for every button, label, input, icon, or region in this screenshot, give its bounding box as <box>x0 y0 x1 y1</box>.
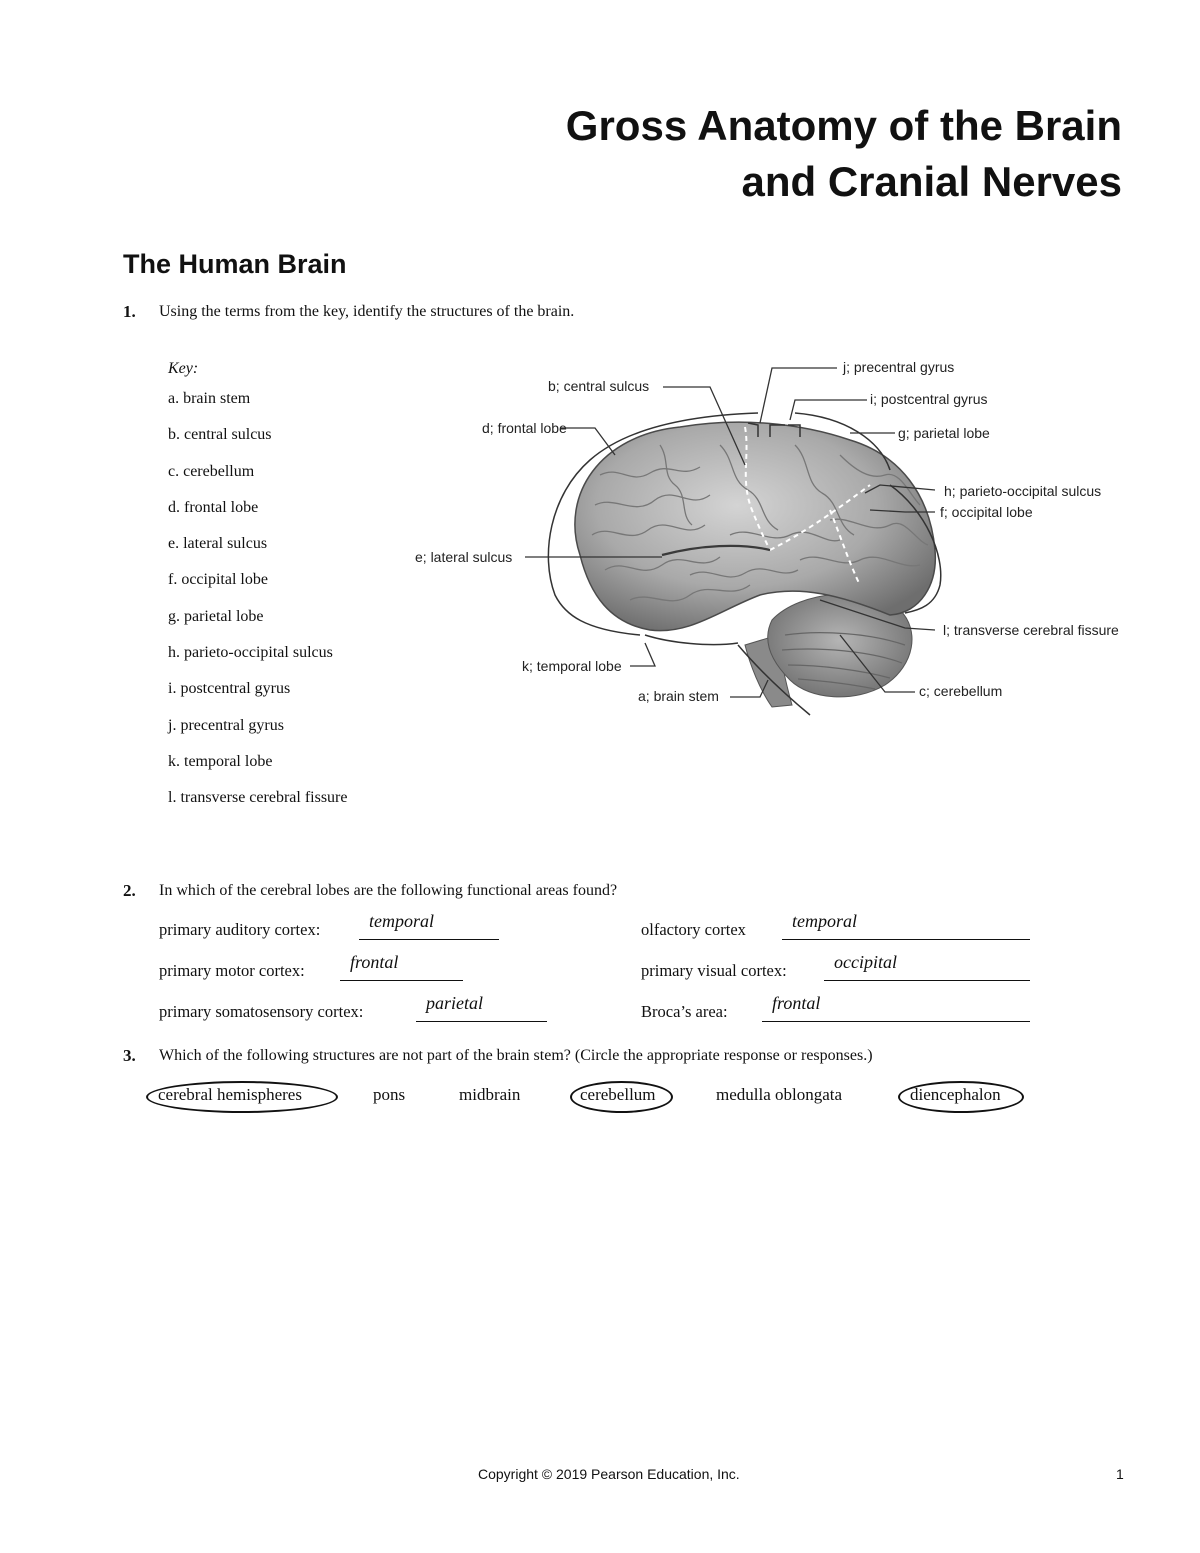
choice-midbrain[interactable]: midbrain <box>459 1085 521 1104</box>
section-heading: The Human Brain <box>123 249 347 279</box>
answer-text: frontal <box>350 952 399 972</box>
figure-label-parieto-occipital-sulcus: h; parieto-occipital sulcus <box>944 483 1102 499</box>
answer-row-auditory <box>159 920 320 940</box>
answer-label: Broca’s area: <box>641 1002 728 1021</box>
key-item: e. lateral sulcus <box>168 535 268 553</box>
key-item: b. central sulcus <box>168 426 272 444</box>
answer-row-olfactory <box>641 920 746 940</box>
question-3-text: Which of the following structures are not part of the brain stem? (Circle the appropriate response or responses.) <box>159 1047 873 1064</box>
key-item: d. frontal lobe <box>168 498 259 516</box>
answer-blank[interactable] <box>762 993 1030 1022</box>
answer-row-somatosensory <box>159 1002 363 1022</box>
answer-text: temporal <box>792 911 857 931</box>
key-item: g. parietal lobe <box>168 607 264 625</box>
figure-label-cerebellum: c; cerebellum <box>919 683 1003 699</box>
choice-pons[interactable]: pons <box>373 1085 406 1104</box>
answer-blank[interactable] <box>782 911 1030 940</box>
answer-label: olfactory cortex <box>641 920 746 939</box>
page-title <box>566 98 1122 210</box>
question-3-number: 3. <box>123 1046 136 1065</box>
figure-label-lateral-sulcus: e; lateral sulcus <box>415 549 513 565</box>
choice-cerebellum[interactable]: cerebellum <box>580 1085 656 1104</box>
figure-label-parietal-lobe: g; parietal lobe <box>898 425 990 441</box>
answer-blank[interactable] <box>416 993 547 1022</box>
figure-label-temporal-lobe: k; temporal lobe <box>522 658 622 674</box>
key-item: f. occipital lobe <box>168 571 268 589</box>
key-item: h. parieto-occipital sulcus <box>168 644 333 662</box>
answer-label: primary visual cortex: <box>641 961 787 980</box>
figure-label-brain-stem: a; brain stem <box>638 688 719 704</box>
answer-row-visual <box>641 961 787 981</box>
answer-row-broca <box>641 1002 728 1022</box>
key-item: j. precentral gyrus <box>168 716 284 734</box>
key-list <box>168 358 347 824</box>
question-1-text: Using the terms from the key, identify the structures of the brain. <box>159 303 575 320</box>
title-line-1: Gross Anatomy of the Brain <box>565 102 1122 149</box>
page-number: 1 <box>1116 1466 1124 1482</box>
question-2-number: 2. <box>123 881 136 900</box>
key-item: a. brain stem <box>168 390 251 407</box>
answer-text: parietal <box>426 993 483 1013</box>
figure-label-frontal-lobe: d; frontal lobe <box>482 420 567 436</box>
key-item: c. cerebellum <box>168 462 255 480</box>
answer-label: primary auditory cortex: <box>159 920 321 939</box>
key-item: i. postcentral gyrus <box>168 680 291 698</box>
question-2-text: In which of the cerebral lobes are the following functional areas found? <box>159 882 618 899</box>
answer-label: primary somatosensory cortex: <box>159 1002 364 1021</box>
answer-blank[interactable] <box>824 952 1030 981</box>
choice-list <box>0 1081 1200 1111</box>
figure-label-central-sulcus: b; central sulcus <box>548 378 650 394</box>
figure-label-postcentral-gyrus: i; postcentral gyrus <box>870 391 988 407</box>
choice-medulla-oblongata[interactable]: medulla oblongata <box>716 1085 843 1104</box>
key-heading: Key: <box>168 360 199 377</box>
choice-diencephalon[interactable]: diencephalon <box>910 1085 1001 1104</box>
key-item: k. temporal lobe <box>168 752 273 770</box>
choice-cerebral-hemispheres[interactable]: cerebral hemispheres <box>158 1085 302 1104</box>
answer-blank[interactable] <box>359 911 499 940</box>
answer-row-motor <box>159 961 305 981</box>
figure-label-occipital-lobe: f; occipital lobe <box>940 504 1033 520</box>
answer-label: primary motor cortex: <box>159 961 305 980</box>
question-1-number: 1. <box>123 302 136 321</box>
answer-blank[interactable] <box>340 952 463 981</box>
title-line-2: and Cranial Nerves <box>741 158 1122 205</box>
figure-label-precentral-gyrus: j; precentral gyrus <box>843 359 955 375</box>
answer-text: temporal <box>369 911 434 931</box>
footer-copyright: Copyright © 2019 Pearson Education, Inc. <box>478 1466 740 1482</box>
brain-figure <box>400 345 1160 725</box>
figure-label-transverse-cerebral-fissure: l; transverse cerebral fissure <box>943 622 1119 638</box>
key-item: l. transverse cerebral fissure <box>168 789 348 807</box>
answer-text: occipital <box>834 952 897 972</box>
answer-text: frontal <box>772 993 821 1013</box>
